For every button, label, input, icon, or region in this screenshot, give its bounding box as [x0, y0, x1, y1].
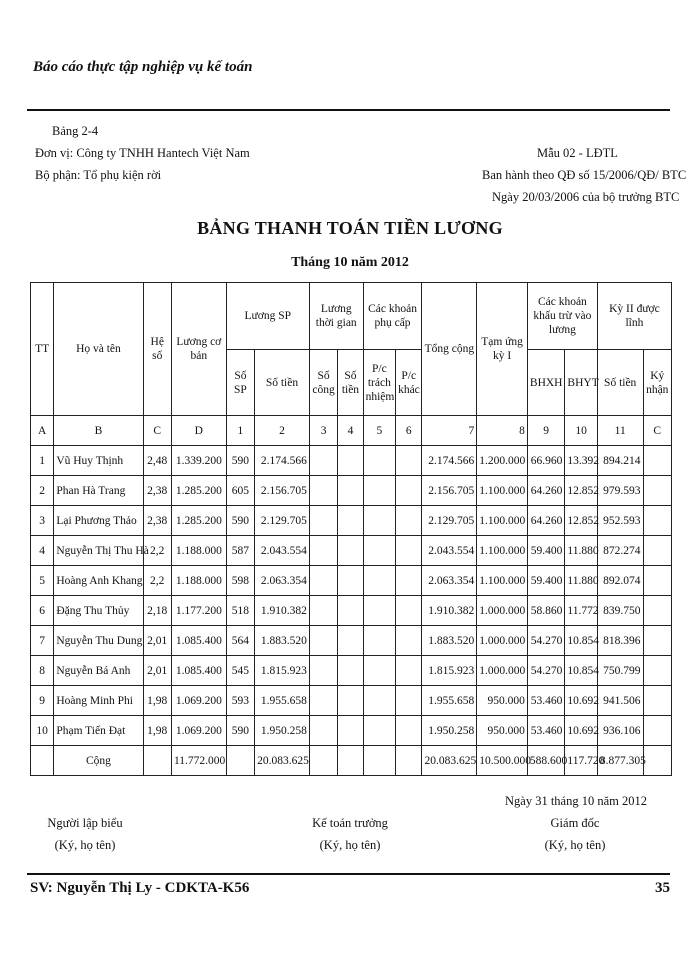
cell-coef: 2,38 — [143, 506, 171, 536]
cell-sp: 545 — [226, 656, 254, 686]
col-base-header: Lương cơ bản — [171, 283, 226, 416]
cell-bhyt: 11.880 — [565, 536, 597, 566]
cell-k2: 750.799 — [597, 656, 643, 686]
col-total-header: Tổng cộng — [422, 283, 477, 416]
cell-coef: 1,98 — [143, 686, 171, 716]
preparer-title: Người lập biểu — [47, 816, 123, 830]
footer-author: SV: Nguyễn Thị Ly - CDKTA-K56 — [30, 880, 250, 896]
cell-bhyt: 11.880 — [565, 566, 597, 596]
cell-k2: 839.750 — [597, 596, 643, 626]
empty-cell — [643, 476, 672, 506]
empty-cell — [338, 506, 363, 536]
empty-cell — [643, 716, 672, 746]
empty-cell — [309, 446, 337, 476]
cell-tt: 2 — [31, 476, 54, 506]
totals-empty-cell — [309, 746, 337, 776]
empty-cell — [643, 686, 672, 716]
document-period: Tháng 10 năm 2012 — [291, 255, 409, 270]
cell-tt: 7 — [31, 626, 54, 656]
totals-label: Cộng — [54, 746, 143, 776]
cell-bhxh: 64.260 — [527, 506, 565, 536]
group-deductions: Các khoản khấu trừ vào lương — [527, 283, 597, 350]
cell-sp-money: 1.950.258 — [255, 716, 310, 746]
cell-bhxh: 64.260 — [527, 476, 565, 506]
group-time-salary: Lương thời gian — [309, 283, 363, 350]
group-allowances: Các khoản phụ cấp — [363, 283, 422, 350]
cell-k2: 952.593 — [597, 506, 643, 536]
table-row — [31, 716, 672, 746]
cell-base: 1.285.200 — [171, 476, 226, 506]
table-row — [31, 446, 672, 476]
empty-cell — [309, 476, 337, 506]
accountant-title: Kế toán trưởng — [312, 816, 388, 830]
table-row — [31, 536, 672, 566]
cell-k2: 872.274 — [597, 536, 643, 566]
cell-k2: 979.593 — [597, 476, 643, 506]
col-coef-header: Hệ số — [143, 283, 171, 416]
cell-bhxh: 54.270 — [527, 656, 565, 686]
cell-total: 2.063.354 — [422, 566, 477, 596]
column-key: C — [643, 416, 672, 446]
table-row — [31, 626, 672, 656]
cell-advance: 1.100.000 — [477, 506, 528, 536]
column-key: 4 — [338, 416, 363, 446]
col-k2-money-header: Số tiền — [597, 350, 643, 416]
empty-cell — [643, 566, 672, 596]
cell-advance: 950.000 — [477, 716, 528, 746]
cell-name: Nguyễn Thu Dung — [54, 626, 143, 656]
totals-total: 20.083.625 — [422, 746, 477, 776]
cell-bhxh: 58.860 — [527, 596, 565, 626]
empty-cell — [338, 536, 363, 566]
cell-sp-money: 1.955.658 — [255, 686, 310, 716]
column-key: C — [143, 416, 171, 446]
cell-tt: 9 — [31, 686, 54, 716]
cell-name: Phạm Tiến Đạt — [54, 716, 143, 746]
empty-cell — [643, 506, 672, 536]
cell-bhyt: 11.772 — [565, 596, 597, 626]
cell-name: Vũ Huy Thịnh — [54, 446, 143, 476]
cell-advance: 1.200.000 — [477, 446, 528, 476]
empty-cell — [363, 626, 395, 656]
empty-cell — [338, 596, 363, 626]
totals-empty-cell — [143, 746, 171, 776]
cell-coef: 2,48 — [143, 446, 171, 476]
cell-sp-money: 1.815.923 — [255, 656, 310, 686]
group-product-salary: Lương SP — [226, 283, 309, 350]
col-sp-money-header: Số tiền — [255, 350, 310, 416]
cell-sp-money: 1.910.382 — [255, 596, 310, 626]
cell-advance: 1.000.000 — [477, 626, 528, 656]
cell-bhxh: 53.460 — [527, 686, 565, 716]
cell-advance: 1.100.000 — [477, 476, 528, 506]
col-allow-other-header: P/c khác — [396, 350, 422, 416]
cell-base: 1.069.200 — [171, 686, 226, 716]
accountant-note: (Ký, họ tên) — [319, 838, 381, 852]
column-key: 2 — [255, 416, 310, 446]
empty-cell — [643, 596, 672, 626]
empty-cell — [338, 446, 363, 476]
cell-coef: 1,98 — [143, 716, 171, 746]
unit-label: Đơn vị: Công ty TNHH Hantech Việt Nam — [35, 146, 250, 160]
column-key: D — [171, 416, 226, 446]
table-row — [31, 686, 672, 716]
empty-cell — [338, 476, 363, 506]
column-key: 7 — [422, 416, 477, 446]
cell-tt: 6 — [31, 596, 54, 626]
empty-cell — [396, 596, 422, 626]
cell-coef: 2,18 — [143, 596, 171, 626]
empty-cell — [309, 596, 337, 626]
empty-cell — [338, 656, 363, 686]
empty-cell — [338, 566, 363, 596]
col-time-money-header: Số tiền — [338, 350, 363, 416]
cell-advance: 1.000.000 — [477, 596, 528, 626]
empty-cell — [396, 566, 422, 596]
cell-sp-money: 2.156.705 — [255, 476, 310, 506]
cell-base: 1.188.000 — [171, 566, 226, 596]
cell-advance: 1.100.000 — [477, 566, 528, 596]
cell-total: 2.129.705 — [422, 506, 477, 536]
cell-bhyt: 12.852 — [565, 476, 597, 506]
cell-sp-money: 2.174.566 — [255, 446, 310, 476]
col-name-header: Họ và tên — [54, 283, 143, 416]
cell-sp: 590 — [226, 506, 254, 536]
empty-cell — [363, 446, 395, 476]
totals-sp-money: 20.083.625 — [255, 746, 310, 776]
column-key: 9 — [527, 416, 565, 446]
empty-cell — [396, 506, 422, 536]
cell-total: 1.955.658 — [422, 686, 477, 716]
empty-cell — [309, 716, 337, 746]
table-row — [31, 566, 672, 596]
group-second-payment: Kỳ II được lĩnh — [597, 283, 671, 350]
totals-empty-cell — [396, 746, 422, 776]
issued-by: Ban hành theo QĐ số 15/2006/QĐ/ BTC — [482, 168, 687, 182]
empty-cell — [309, 686, 337, 716]
cell-sp-money: 2.043.554 — [255, 536, 310, 566]
table-row — [31, 506, 672, 536]
cell-advance: 1.000.000 — [477, 656, 528, 686]
empty-cell — [396, 476, 422, 506]
cell-base: 1.285.200 — [171, 506, 226, 536]
col-bhyt-header: BHYT — [565, 350, 597, 416]
cell-k2: 894.214 — [597, 446, 643, 476]
col-time-days-header: Số công — [309, 350, 337, 416]
cell-name: Đặng Thu Thủy — [54, 596, 143, 626]
column-key: 5 — [363, 416, 395, 446]
cell-total: 1.815.923 — [422, 656, 477, 686]
cell-base: 1.177.200 — [171, 596, 226, 626]
empty-cell — [309, 656, 337, 686]
cell-bhyt: 10.854 — [565, 626, 597, 656]
column-key: 1 — [226, 416, 254, 446]
totals-empty-cell — [226, 746, 254, 776]
cell-base: 1.085.400 — [171, 626, 226, 656]
director-title: Giám đốc — [550, 816, 600, 830]
empty-cell — [396, 446, 422, 476]
cell-tt: 10 — [31, 716, 54, 746]
table-row — [31, 476, 672, 506]
cell-sp: 587 — [226, 536, 254, 566]
cell-base: 1.188.000 — [171, 536, 226, 566]
totals-empty-cell — [31, 746, 54, 776]
totals-bhxh: 588.600 — [527, 746, 565, 776]
document-title: BẢNG THANH TOÁN TIỀN LƯƠNG — [197, 218, 503, 238]
cell-total: 2.174.566 — [422, 446, 477, 476]
cell-sp: 518 — [226, 596, 254, 626]
empty-cell — [338, 626, 363, 656]
cell-bhxh: 53.460 — [527, 716, 565, 746]
cell-sp-money: 2.129.705 — [255, 506, 310, 536]
cell-bhyt: 13.392 — [565, 446, 597, 476]
cell-coef: 2,2 — [143, 536, 171, 566]
table-row — [31, 596, 672, 626]
cell-tt: 3 — [31, 506, 54, 536]
empty-cell — [309, 506, 337, 536]
empty-cell — [643, 656, 672, 686]
empty-cell — [338, 686, 363, 716]
payroll-table — [30, 282, 672, 776]
cell-sp: 590 — [226, 446, 254, 476]
cell-sp: 593 — [226, 686, 254, 716]
col-allow-resp-header: P/c trách nhiệm — [363, 350, 395, 416]
cell-sp: 590 — [226, 716, 254, 746]
cell-tt: 5 — [31, 566, 54, 596]
cell-coef: 2,38 — [143, 476, 171, 506]
empty-cell — [643, 446, 672, 476]
empty-cell — [363, 566, 395, 596]
empty-cell — [396, 716, 422, 746]
cell-name: Phan Hà Trang — [54, 476, 143, 506]
column-key-row — [31, 416, 672, 446]
totals-row — [31, 746, 672, 776]
header-divider — [27, 109, 670, 111]
cell-total: 1.950.258 — [422, 716, 477, 746]
issued-date: Ngày 20/03/2006 của bộ trưởng BTC — [492, 190, 680, 204]
table-number: Bảng 2-4 — [52, 124, 99, 138]
cell-total: 1.883.520 — [422, 626, 477, 656]
cell-advance: 950.000 — [477, 686, 528, 716]
cell-bhyt: 10.692 — [565, 686, 597, 716]
empty-cell — [396, 626, 422, 656]
totals-bhyt: 117.720 — [565, 746, 597, 776]
cell-k2: 892.074 — [597, 566, 643, 596]
table-row — [31, 656, 672, 686]
totals-base: 11.772.000 — [171, 746, 226, 776]
cell-name: Nguyễn Thị Thu Hà — [54, 536, 143, 566]
cell-sp-money: 1.883.520 — [255, 626, 310, 656]
cell-tt: 4 — [31, 536, 54, 566]
cell-coef: 2,2 — [143, 566, 171, 596]
cell-sp: 564 — [226, 626, 254, 656]
empty-cell — [309, 626, 337, 656]
col-k2-sign-header: Ký nhận — [643, 350, 672, 416]
col-sp-count-header: Số SP — [226, 350, 254, 416]
cell-bhxh: 59.400 — [527, 566, 565, 596]
totals-empty-cell — [338, 746, 363, 776]
cell-total: 2.043.554 — [422, 536, 477, 566]
page-number: 35 — [655, 880, 670, 896]
cell-advance: 1.100.000 — [477, 536, 528, 566]
cell-tt: 8 — [31, 656, 54, 686]
empty-cell — [309, 536, 337, 566]
empty-cell — [363, 686, 395, 716]
cell-coef: 2,01 — [143, 656, 171, 686]
cell-total: 1.910.382 — [422, 596, 477, 626]
cell-name: Lại Phương Thảo — [54, 506, 143, 536]
cell-tt: 1 — [31, 446, 54, 476]
cell-sp: 605 — [226, 476, 254, 506]
cell-bhyt: 12.852 — [565, 506, 597, 536]
cell-k2: 818.396 — [597, 626, 643, 656]
cell-total: 2.156.705 — [422, 476, 477, 506]
empty-cell — [338, 716, 363, 746]
cell-coef: 2,01 — [143, 626, 171, 656]
column-key: 11 — [597, 416, 643, 446]
col-bhxh-header: BHXH — [527, 350, 565, 416]
cell-bhyt: 10.854 — [565, 656, 597, 686]
cell-bhxh: 66.960 — [527, 446, 565, 476]
col-advance-header: Tạm ứng kỳ I — [477, 283, 528, 416]
cell-base: 1.085.400 — [171, 656, 226, 686]
department-label: Bộ phận: Tổ phụ kiện rời — [35, 168, 162, 182]
cell-name: Nguyễn Bá Anh — [54, 656, 143, 686]
cell-bhxh: 59.400 — [527, 536, 565, 566]
footer-divider — [27, 873, 670, 875]
cell-sp: 598 — [226, 566, 254, 596]
totals-advance: 10.500.000 — [477, 746, 528, 776]
column-key: B — [54, 416, 143, 446]
director-note: (Ký, họ tên) — [544, 838, 606, 852]
cell-bhxh: 54.270 — [527, 626, 565, 656]
col-tt-header: TT — [31, 283, 54, 416]
cell-name: Hoàng Minh Phi — [54, 686, 143, 716]
column-key: 6 — [396, 416, 422, 446]
cell-sp-money: 2.063.354 — [255, 566, 310, 596]
empty-cell — [643, 536, 672, 566]
empty-cell — [643, 626, 672, 656]
cell-k2: 936.106 — [597, 716, 643, 746]
cell-base: 1.339.200 — [171, 446, 226, 476]
cell-bhyt: 10.692 — [565, 716, 597, 746]
signing-date: Ngày 31 tháng 10 năm 2012 — [505, 794, 647, 808]
column-key: 8 — [477, 416, 528, 446]
empty-cell — [363, 476, 395, 506]
empty-cell — [363, 716, 395, 746]
cell-base: 1.069.200 — [171, 716, 226, 746]
empty-cell — [363, 596, 395, 626]
totals-empty-cell — [363, 746, 395, 776]
empty-cell — [363, 536, 395, 566]
cell-k2: 941.506 — [597, 686, 643, 716]
empty-cell — [396, 536, 422, 566]
empty-cell — [309, 566, 337, 596]
report-header-title: Báo cáo thực tập nghiệp vụ kế toán — [33, 59, 253, 75]
cell-name: Hoàng Anh Khang — [54, 566, 143, 596]
column-key: 3 — [309, 416, 337, 446]
totals-k2: 8.877.305 — [597, 746, 643, 776]
form-code: Mẫu 02 - LĐTL — [537, 146, 618, 160]
empty-cell — [363, 656, 395, 686]
preparer-note: (Ký, họ tên) — [54, 838, 116, 852]
empty-cell — [396, 656, 422, 686]
empty-cell — [363, 506, 395, 536]
column-key: 10 — [565, 416, 597, 446]
totals-empty-cell — [643, 746, 672, 776]
column-key: A — [31, 416, 54, 446]
empty-cell — [396, 686, 422, 716]
